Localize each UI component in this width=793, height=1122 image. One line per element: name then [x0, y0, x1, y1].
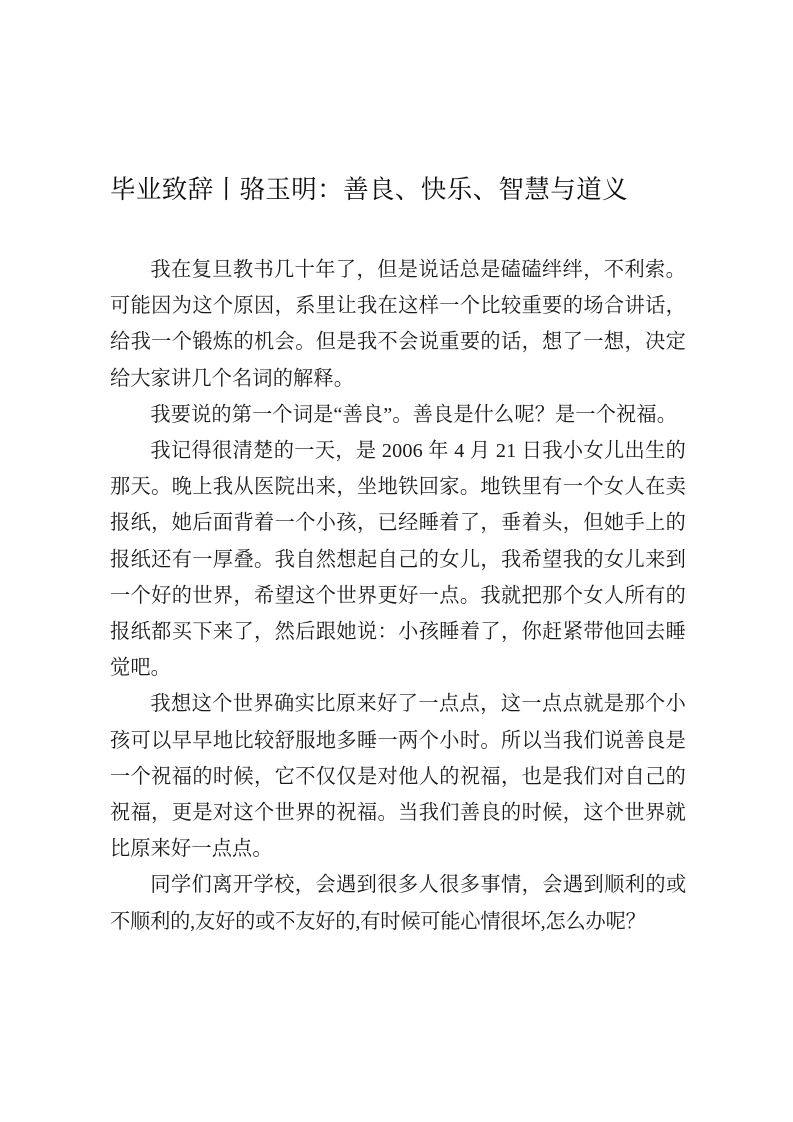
- paragraph: 我记得很清楚的一天，是 2006 年 4 月 21 日我小女儿出生的那天。晚上我从医院出来，坐地铁回家。地铁里有一个女人在卖报纸，她后面背着一个小孩，已经睡着了，垂着头，但她手上的报纸还有一厚叠。我自然想起自己的女儿，我希望我的女儿来到一个好的世界，希望这个世界更好一点。我就把那个女人所有的报纸都买下来了，然后跟她说：小孩睡着了，你赶紧带他回去睡觉吧。: [110, 440, 686, 680]
- paragraph: 我要说的第一个词是“善良”。善良是什么呢？是一个祝福。: [150, 403, 678, 426]
- paragraph: 我想这个世界确实比原来好了一点点，这一点点就是那个小孩可以早早地比较舒服地多睡一两个小时。所以当我们说善良是一个祝福的时候，它不仅仅是对他人的祝福，也是我们对自己的祝福，更是对这个世界的祝福。当我们善良的时候，这个世界就比原来好一点点。: [110, 693, 686, 861]
- page-title: 毕业致辞丨骆玉明：善良、快乐、智慧与道义: [110, 176, 629, 204]
- article-body: [110, 252, 686, 940]
- paragraph: 同学们离开学校，会遇到很多人很多事情，会遇到顺利的或不顺利的,友好的或不友好的,有时候可能心情很坏,怎么办呢？: [110, 874, 686, 933]
- paragraph: 我在复旦教书几十年了，但是说话总是磕磕绊绊，不利索。可能因为这个原因，系里让我在这样一个比较重要的场合讲话，给我一个锻炼的机会。但是我不会说重要的话，想了一想，决定给大家讲几个名词的解释。: [110, 259, 686, 390]
